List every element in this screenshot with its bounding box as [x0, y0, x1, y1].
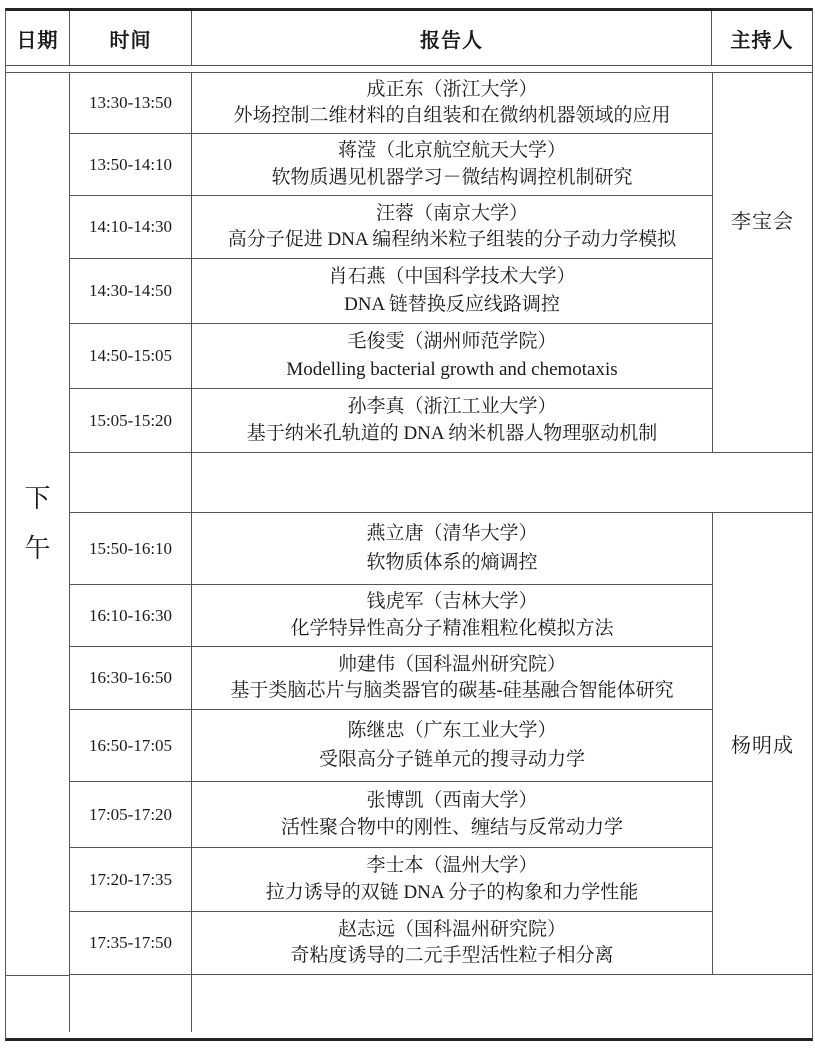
talk-row [70, 848, 712, 912]
schedule-table [5, 8, 813, 1041]
speaker-name: 毛俊雯（湖州师范学院） [347, 331, 557, 353]
speaker-name: 帅建伟（国科温州研究院） [337, 653, 566, 675]
header-cell-time: 时间 [70, 11, 192, 65]
speaker-cell [192, 196, 712, 258]
speaker-name: 孙李真（浙江工业大学） [347, 396, 557, 417]
speaker-name: 李士本（温州大学） [366, 855, 538, 876]
time-cell: 14:30-14:50 [70, 259, 192, 323]
time-cell: 13:30-13:50 [70, 73, 192, 133]
speaker-cell [192, 710, 712, 781]
talk-row [70, 259, 712, 324]
talk-row [70, 585, 712, 647]
talk-title: 受限高分子链单元的搜寻动力学 [318, 749, 585, 771]
talk-row [70, 73, 712, 134]
body-bottom-gap [6, 1032, 812, 1038]
date-column [6, 73, 70, 1032]
talk-row [70, 647, 712, 710]
speaker-cell [192, 389, 712, 452]
talk-row [70, 513, 712, 585]
speaker-name: 张博凯（西南大学） [366, 789, 538, 811]
bottom-merged-cell [192, 975, 812, 1032]
talk-title: 软物质遇见机器学习－微结构调控机制研究 [271, 166, 633, 188]
session1-block [70, 73, 812, 453]
session2-rows [70, 513, 712, 974]
bottom-empty-row [70, 975, 812, 1032]
header-cell-chair: 主持人 [730, 29, 794, 52]
time-cell: 14:50-15:05 [70, 324, 192, 388]
speaker-cell [192, 912, 712, 974]
talk-title: 化学特异性高分子精准粗粒化模拟方法 [290, 617, 614, 639]
speaker-name: 肖石燕（中国科学技术大学） [328, 266, 576, 288]
speaker-name: 燕立唐（清华大学） [366, 522, 538, 544]
talk-row [70, 389, 712, 452]
time-cell: 16:50-17:05 [70, 710, 192, 781]
talk-title: 基于类脑芯片与脑类器官的碳基-硅基融合智能体研究 [230, 680, 674, 702]
talk-title: DNA 链替换反应线路调控 [344, 293, 560, 315]
time-cell: 17:05-17:20 [70, 782, 192, 847]
talk-title: 外场控制二维材料的自组装和在微纳机器领域的应用 [233, 105, 671, 126]
time-cell: 14:10-14:30 [70, 196, 192, 258]
speaker-cell [192, 782, 712, 847]
speaker-cell [192, 259, 712, 323]
time-cell: 13:50-14:10 [70, 134, 192, 195]
header-cell-speaker: 报告人 [192, 11, 712, 65]
break-row [70, 453, 812, 513]
time-cell: 16:30-16:50 [70, 647, 192, 709]
session2-block [70, 513, 812, 975]
time-cell: 15:05-15:20 [70, 389, 192, 452]
talk-title: 活性聚合物中的刚性、缠结与反常动力学 [280, 817, 623, 839]
speaker-name: 钱虎军（吉林大学） [366, 591, 538, 613]
talk-title: 基于纳米孔轨道的 DNA 纳米机器人物理驱动机制 [246, 423, 658, 444]
time-cell: 15:50-16:10 [70, 513, 192, 584]
date-label: 下午 [24, 484, 51, 563]
chair-cell: 李宝会 [712, 73, 812, 452]
speaker-cell [192, 647, 712, 709]
break-time-cell [70, 453, 192, 512]
speaker-name: 赵志远（国科温州研究院） [337, 918, 566, 940]
talk-title: 奇粘度诱导的二元手型活性粒子相分离 [290, 945, 614, 967]
speaker-cell [192, 324, 712, 388]
chair-cell: 杨明成 [712, 513, 812, 974]
talk-title: 软物质体系的熵调控 [366, 552, 538, 574]
time-cell: 17:35-17:50 [70, 912, 192, 974]
bottom-time-cell [70, 975, 192, 1032]
talk-row [70, 782, 712, 848]
break-merged-cell [192, 453, 812, 512]
date-empty-cell [6, 976, 69, 1032]
speaker-cell [192, 513, 712, 584]
speaker-cell [192, 848, 712, 911]
header-row [6, 11, 812, 66]
header-cell-date: 日期 [6, 11, 70, 65]
session1-rows [70, 73, 712, 452]
talk-title: 拉力诱导的双链 DNA 分子的构象和力学性能 [265, 882, 639, 903]
speaker-cell [192, 73, 712, 133]
talk-row [70, 912, 712, 974]
talk-row [70, 196, 712, 259]
talk-title: 高分子促进 DNA 编程纳米粒子组装的分子动力学模拟 [227, 229, 677, 251]
sessions-column [70, 73, 812, 1032]
speaker-name: 汪蓉（南京大学） [375, 202, 528, 224]
date-cell [6, 73, 69, 976]
talk-row [70, 324, 712, 389]
time-cell: 17:20-17:35 [70, 848, 192, 911]
speaker-name: 成正东（浙江大学） [366, 79, 538, 100]
speaker-cell [192, 134, 712, 195]
talk-title: Modelling bacterial growth and chemotaxis [286, 358, 618, 380]
talk-row [70, 134, 712, 196]
talk-row [70, 710, 712, 782]
speaker-name: 陈继忠（广东工业大学） [347, 719, 557, 741]
time-cell: 16:10-16:30 [70, 585, 192, 646]
table-body [6, 72, 812, 1032]
speaker-cell [192, 585, 712, 646]
speaker-name: 蒋滢（北京航空航天大学） [337, 140, 566, 162]
